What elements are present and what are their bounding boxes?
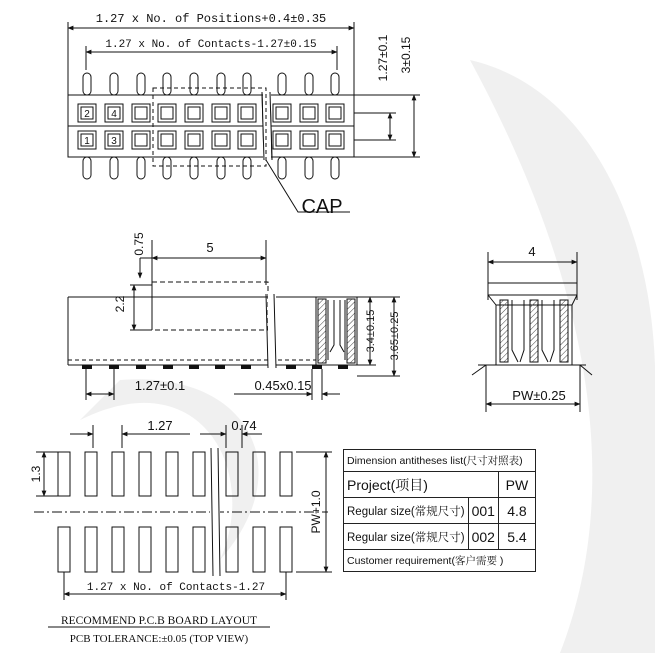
side-view [68,240,400,400]
pcb-tolerance: PCB TOLERANCE:±0.05 (TOP VIEW) [69,633,249,645]
dim-5-label: 5 [206,240,214,255]
dim-pin-label: 0.45x0.15 [254,378,312,393]
table-title: Dimension antitheses list(尺寸对照表) [344,450,536,472]
table-header-row [344,472,536,498]
pin-label-2: 2 [84,109,90,120]
dim-pcb-contacts-label: 1.27 x No. of Contacts-1.27 [86,582,266,594]
pcb-pads-lower [58,527,292,572]
dim-pitch-label: 1.27±0.1 [134,378,186,393]
dimension-table [343,449,536,572]
table-footer: Customer requirement(客户需要 ) [344,550,536,572]
dim-pitch-v-label: 1.27±0.1 [376,34,390,82]
row-pw: 5.4 [498,524,535,550]
row-name: Regular size(常规尺寸) [344,524,469,550]
row-name: Regular size(常规尺寸) [344,498,469,524]
header-pw: PW [498,472,535,498]
table-title-row [344,450,536,472]
pin-label-3: 3 [111,136,117,147]
side-pins [82,365,348,369]
dim-075-label: 0.75 [132,232,146,256]
dim-pw1-label: PW+1.0 [309,490,323,534]
cap-label: CAP [301,196,343,218]
dim-34-label: 3.4±0.15 [365,309,377,353]
header-project: Project(项目) [344,472,499,498]
dim-4-label: 4 [528,244,536,259]
row-code: 002 [468,524,498,550]
table-row [344,498,536,524]
table-footer-row [344,550,536,572]
dim-22-label: 2.2 [113,295,127,313]
table-row [344,524,536,550]
top-pins-upper [83,73,339,95]
dim-074-label: 0.74 [231,418,257,433]
pcb-layout [34,425,332,627]
dim-height-label: 3±0.15 [399,36,413,74]
dim-365-label: 3.65±0.25 [389,311,401,361]
pin-label-4: 4 [111,109,117,120]
dim-13-label: 1.3 [29,465,43,483]
dim-pw-label: PW±0.25 [512,388,566,403]
row-code: 001 [468,498,498,524]
dim-contacts-label: 1.27 x No. of Contacts-1.27±0.15 [105,39,317,51]
row-pw: 4.8 [498,498,535,524]
top-pins-lower [83,157,339,179]
dim-positions-label: 1.27 x No. of Positions+0.4±0.35 [95,12,327,26]
pcb-layout-title: RECOMMEND P.C.B BOARD LAYOUT [60,615,258,627]
side-cap-outline [152,282,268,330]
dim-127-label: 1.27 [147,418,173,433]
pin-label-1: 1 [84,136,90,147]
end-body [488,283,577,295]
